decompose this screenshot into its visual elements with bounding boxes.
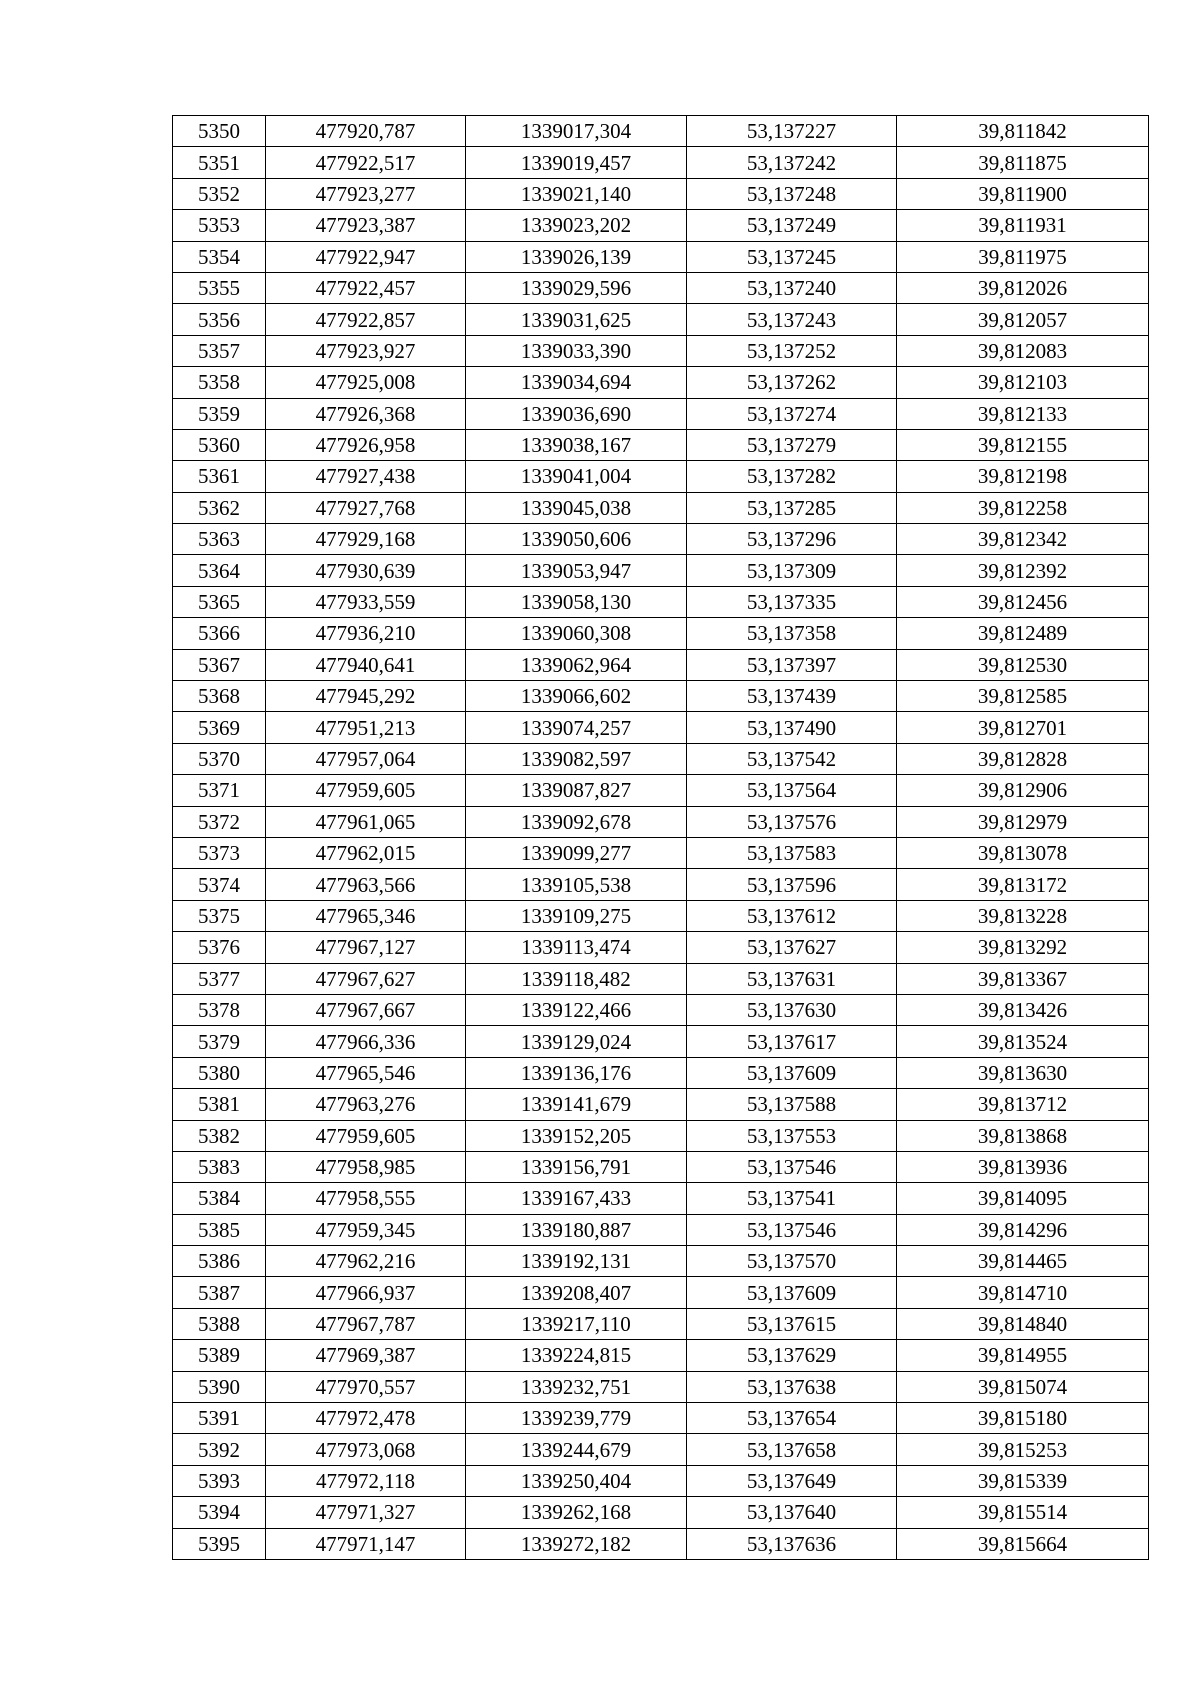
x-coordinate-cell: 477971,147 — [266, 1528, 466, 1559]
y-coordinate-cell: 1339066,602 — [466, 681, 687, 712]
x-coordinate-cell: 477967,787 — [266, 1308, 466, 1339]
x-coordinate-cell: 477940,641 — [266, 649, 466, 680]
x-coordinate-cell: 477961,065 — [266, 806, 466, 837]
y-coordinate-cell: 1339167,433 — [466, 1183, 687, 1214]
table-row — [173, 524, 1149, 555]
x-coordinate-cell: 477972,118 — [266, 1465, 466, 1496]
longitude-cell: 39,812258 — [897, 492, 1149, 523]
longitude-cell: 39,812103 — [897, 367, 1149, 398]
table-row — [173, 586, 1149, 617]
y-coordinate-cell: 1339118,482 — [466, 963, 687, 994]
point-number-cell: 5395 — [173, 1528, 266, 1559]
point-number-cell: 5375 — [173, 900, 266, 931]
y-coordinate-cell: 1339180,887 — [466, 1214, 687, 1245]
latitude-cell: 53,137612 — [687, 900, 897, 931]
x-coordinate-cell: 477933,559 — [266, 586, 466, 617]
latitude-cell: 53,137658 — [687, 1434, 897, 1465]
x-coordinate-cell: 477969,387 — [266, 1340, 466, 1371]
table-row — [173, 1434, 1149, 1465]
x-coordinate-cell: 477925,008 — [266, 367, 466, 398]
table-row — [173, 900, 1149, 931]
latitude-cell: 53,137252 — [687, 335, 897, 366]
table-row — [173, 367, 1149, 398]
point-number-cell: 5374 — [173, 869, 266, 900]
y-coordinate-cell: 1339250,404 — [466, 1465, 687, 1496]
longitude-cell: 39,813936 — [897, 1151, 1149, 1182]
longitude-cell: 39,812057 — [897, 304, 1149, 335]
latitude-cell: 53,137627 — [687, 932, 897, 963]
x-coordinate-cell: 477966,937 — [266, 1277, 466, 1308]
x-coordinate-cell: 477927,438 — [266, 461, 466, 492]
x-coordinate-cell: 477922,857 — [266, 304, 466, 335]
longitude-cell: 39,815514 — [897, 1497, 1149, 1528]
x-coordinate-cell: 477930,639 — [266, 555, 466, 586]
point-number-cell: 5387 — [173, 1277, 266, 1308]
point-number-cell: 5356 — [173, 304, 266, 335]
longitude-cell: 39,813524 — [897, 1026, 1149, 1057]
table-row — [173, 1340, 1149, 1371]
x-coordinate-cell: 477965,346 — [266, 900, 466, 931]
x-coordinate-cell: 477922,947 — [266, 241, 466, 272]
x-coordinate-cell: 477959,605 — [266, 1120, 466, 1151]
y-coordinate-cell: 1339058,130 — [466, 586, 687, 617]
x-coordinate-cell: 477951,213 — [266, 712, 466, 743]
point-number-cell: 5380 — [173, 1057, 266, 1088]
y-coordinate-cell: 1339156,791 — [466, 1151, 687, 1182]
y-coordinate-cell: 1339141,679 — [466, 1089, 687, 1120]
latitude-cell: 53,137615 — [687, 1308, 897, 1339]
x-coordinate-cell: 477923,927 — [266, 335, 466, 366]
y-coordinate-cell: 1339122,466 — [466, 994, 687, 1025]
longitude-cell: 39,811931 — [897, 210, 1149, 241]
point-number-cell: 5350 — [173, 116, 266, 147]
x-coordinate-cell: 477929,168 — [266, 524, 466, 555]
coordinates-table-body — [173, 116, 1149, 1560]
latitude-cell: 53,137262 — [687, 367, 897, 398]
x-coordinate-cell: 477957,064 — [266, 743, 466, 774]
point-number-cell: 5391 — [173, 1403, 266, 1434]
x-coordinate-cell: 477959,345 — [266, 1214, 466, 1245]
longitude-cell: 39,812530 — [897, 649, 1149, 680]
point-number-cell: 5366 — [173, 618, 266, 649]
point-number-cell: 5364 — [173, 555, 266, 586]
table-row — [173, 681, 1149, 712]
longitude-cell: 39,812585 — [897, 681, 1149, 712]
table-row — [173, 1151, 1149, 1182]
x-coordinate-cell: 477963,276 — [266, 1089, 466, 1120]
longitude-cell: 39,812979 — [897, 806, 1149, 837]
y-coordinate-cell: 1339152,205 — [466, 1120, 687, 1151]
y-coordinate-cell: 1339109,275 — [466, 900, 687, 931]
table-row — [173, 837, 1149, 868]
point-number-cell: 5377 — [173, 963, 266, 994]
x-coordinate-cell: 477920,787 — [266, 116, 466, 147]
longitude-cell: 39,813712 — [897, 1089, 1149, 1120]
table-row — [173, 806, 1149, 837]
longitude-cell: 39,813367 — [897, 963, 1149, 994]
x-coordinate-cell: 477945,292 — [266, 681, 466, 712]
point-number-cell: 5371 — [173, 775, 266, 806]
y-coordinate-cell: 1339092,678 — [466, 806, 687, 837]
y-coordinate-cell: 1339023,202 — [466, 210, 687, 241]
latitude-cell: 53,137640 — [687, 1497, 897, 1528]
table-row — [173, 649, 1149, 680]
longitude-cell: 39,812026 — [897, 272, 1149, 303]
table-row — [173, 304, 1149, 335]
longitude-cell: 39,813868 — [897, 1120, 1149, 1151]
y-coordinate-cell: 1339053,947 — [466, 555, 687, 586]
x-coordinate-cell: 477958,985 — [266, 1151, 466, 1182]
point-number-cell: 5383 — [173, 1151, 266, 1182]
y-coordinate-cell: 1339099,277 — [466, 837, 687, 868]
y-coordinate-cell: 1339026,139 — [466, 241, 687, 272]
latitude-cell: 53,137541 — [687, 1183, 897, 1214]
longitude-cell: 39,813228 — [897, 900, 1149, 931]
point-number-cell: 5359 — [173, 398, 266, 429]
y-coordinate-cell: 1339232,751 — [466, 1371, 687, 1402]
x-coordinate-cell: 477936,210 — [266, 618, 466, 649]
point-number-cell: 5389 — [173, 1340, 266, 1371]
table-row — [173, 461, 1149, 492]
point-number-cell: 5382 — [173, 1120, 266, 1151]
longitude-cell: 39,811842 — [897, 116, 1149, 147]
x-coordinate-cell: 477967,667 — [266, 994, 466, 1025]
longitude-cell: 39,812456 — [897, 586, 1149, 617]
latitude-cell: 53,137631 — [687, 963, 897, 994]
latitude-cell: 53,137546 — [687, 1151, 897, 1182]
latitude-cell: 53,137248 — [687, 178, 897, 209]
latitude-cell: 53,137596 — [687, 869, 897, 900]
point-number-cell: 5379 — [173, 1026, 266, 1057]
latitude-cell: 53,137242 — [687, 147, 897, 178]
table-row — [173, 1183, 1149, 1214]
latitude-cell: 53,137285 — [687, 492, 897, 523]
y-coordinate-cell: 1339045,038 — [466, 492, 687, 523]
longitude-cell: 39,813630 — [897, 1057, 1149, 1088]
x-coordinate-cell: 477926,368 — [266, 398, 466, 429]
point-number-cell: 5365 — [173, 586, 266, 617]
table-row — [173, 1528, 1149, 1559]
table-row — [173, 1057, 1149, 1088]
point-number-cell: 5381 — [173, 1089, 266, 1120]
point-number-cell: 5376 — [173, 932, 266, 963]
x-coordinate-cell: 477923,387 — [266, 210, 466, 241]
x-coordinate-cell: 477962,216 — [266, 1246, 466, 1277]
latitude-cell: 53,137309 — [687, 555, 897, 586]
point-number-cell: 5367 — [173, 649, 266, 680]
table-row — [173, 1120, 1149, 1151]
point-number-cell: 5378 — [173, 994, 266, 1025]
latitude-cell: 53,137588 — [687, 1089, 897, 1120]
longitude-cell: 39,812133 — [897, 398, 1149, 429]
x-coordinate-cell: 477970,557 — [266, 1371, 466, 1402]
point-number-cell: 5358 — [173, 367, 266, 398]
latitude-cell: 53,137546 — [687, 1214, 897, 1245]
longitude-cell: 39,815180 — [897, 1403, 1149, 1434]
y-coordinate-cell: 1339224,815 — [466, 1340, 687, 1371]
x-coordinate-cell: 477927,768 — [266, 492, 466, 523]
latitude-cell: 53,137358 — [687, 618, 897, 649]
latitude-cell: 53,137630 — [687, 994, 897, 1025]
y-coordinate-cell: 1339033,390 — [466, 335, 687, 366]
point-number-cell: 5388 — [173, 1308, 266, 1339]
longitude-cell: 39,813426 — [897, 994, 1149, 1025]
latitude-cell: 53,137274 — [687, 398, 897, 429]
x-coordinate-cell: 477973,068 — [266, 1434, 466, 1465]
point-number-cell: 5373 — [173, 837, 266, 868]
longitude-cell: 39,815253 — [897, 1434, 1149, 1465]
y-coordinate-cell: 1339262,168 — [466, 1497, 687, 1528]
point-number-cell: 5355 — [173, 272, 266, 303]
longitude-cell: 39,811975 — [897, 241, 1149, 272]
table-row — [173, 116, 1149, 147]
table-row — [173, 241, 1149, 272]
longitude-cell: 39,814095 — [897, 1183, 1149, 1214]
latitude-cell: 53,137439 — [687, 681, 897, 712]
y-coordinate-cell: 1339217,110 — [466, 1308, 687, 1339]
y-coordinate-cell: 1339060,308 — [466, 618, 687, 649]
latitude-cell: 53,137617 — [687, 1026, 897, 1057]
x-coordinate-cell: 477972,478 — [266, 1403, 466, 1434]
point-number-cell: 5384 — [173, 1183, 266, 1214]
x-coordinate-cell: 477926,958 — [266, 429, 466, 460]
latitude-cell: 53,137490 — [687, 712, 897, 743]
point-number-cell: 5392 — [173, 1434, 266, 1465]
x-coordinate-cell: 477958,555 — [266, 1183, 466, 1214]
latitude-cell: 53,137249 — [687, 210, 897, 241]
table-row — [173, 555, 1149, 586]
latitude-cell: 53,137243 — [687, 304, 897, 335]
longitude-cell: 39,814710 — [897, 1277, 1149, 1308]
x-coordinate-cell: 477963,566 — [266, 869, 466, 900]
longitude-cell: 39,814296 — [897, 1214, 1149, 1245]
latitude-cell: 53,137609 — [687, 1277, 897, 1308]
y-coordinate-cell: 1339062,964 — [466, 649, 687, 680]
point-number-cell: 5363 — [173, 524, 266, 555]
latitude-cell: 53,137542 — [687, 743, 897, 774]
table-row — [173, 1371, 1149, 1402]
x-coordinate-cell: 477966,336 — [266, 1026, 466, 1057]
table-row — [173, 932, 1149, 963]
x-coordinate-cell: 477923,277 — [266, 178, 466, 209]
y-coordinate-cell: 1339050,606 — [466, 524, 687, 555]
y-coordinate-cell: 1339034,694 — [466, 367, 687, 398]
x-coordinate-cell: 477959,605 — [266, 775, 466, 806]
latitude-cell: 53,137570 — [687, 1246, 897, 1277]
y-coordinate-cell: 1339074,257 — [466, 712, 687, 743]
x-coordinate-cell: 477962,015 — [266, 837, 466, 868]
x-coordinate-cell: 477967,127 — [266, 932, 466, 963]
latitude-cell: 53,137609 — [687, 1057, 897, 1088]
point-number-cell: 5360 — [173, 429, 266, 460]
y-coordinate-cell: 1339192,131 — [466, 1246, 687, 1277]
point-number-cell: 5393 — [173, 1465, 266, 1496]
latitude-cell: 53,137629 — [687, 1340, 897, 1371]
longitude-cell: 39,813078 — [897, 837, 1149, 868]
y-coordinate-cell: 1339087,827 — [466, 775, 687, 806]
y-coordinate-cell: 1339029,596 — [466, 272, 687, 303]
point-number-cell: 5372 — [173, 806, 266, 837]
table-row — [173, 1246, 1149, 1277]
y-coordinate-cell: 1339038,167 — [466, 429, 687, 460]
table-row — [173, 963, 1149, 994]
point-number-cell: 5354 — [173, 241, 266, 272]
coordinates-table — [172, 115, 1149, 1560]
latitude-cell: 53,137564 — [687, 775, 897, 806]
table-row — [173, 398, 1149, 429]
y-coordinate-cell: 1339017,304 — [466, 116, 687, 147]
point-number-cell: 5357 — [173, 335, 266, 366]
point-number-cell: 5394 — [173, 1497, 266, 1528]
y-coordinate-cell: 1339082,597 — [466, 743, 687, 774]
table-row — [173, 1308, 1149, 1339]
y-coordinate-cell: 1339036,690 — [466, 398, 687, 429]
longitude-cell: 39,811900 — [897, 178, 1149, 209]
y-coordinate-cell: 1339041,004 — [466, 461, 687, 492]
x-coordinate-cell: 477965,546 — [266, 1057, 466, 1088]
x-coordinate-cell: 477967,627 — [266, 963, 466, 994]
latitude-cell: 53,137245 — [687, 241, 897, 272]
table-row — [173, 869, 1149, 900]
y-coordinate-cell: 1339239,779 — [466, 1403, 687, 1434]
table-row — [173, 618, 1149, 649]
latitude-cell: 53,137240 — [687, 272, 897, 303]
latitude-cell: 53,137282 — [687, 461, 897, 492]
table-row — [173, 335, 1149, 366]
longitude-cell: 39,812155 — [897, 429, 1149, 460]
table-row — [173, 743, 1149, 774]
longitude-cell: 39,812701 — [897, 712, 1149, 743]
y-coordinate-cell: 1339019,457 — [466, 147, 687, 178]
longitude-cell: 39,812906 — [897, 775, 1149, 806]
longitude-cell: 39,814465 — [897, 1246, 1149, 1277]
longitude-cell: 39,814955 — [897, 1340, 1149, 1371]
latitude-cell: 53,137636 — [687, 1528, 897, 1559]
y-coordinate-cell: 1339244,679 — [466, 1434, 687, 1465]
longitude-cell: 39,812083 — [897, 335, 1149, 366]
latitude-cell: 53,137553 — [687, 1120, 897, 1151]
table-row — [173, 994, 1149, 1025]
longitude-cell: 39,815664 — [897, 1528, 1149, 1559]
longitude-cell: 39,813292 — [897, 932, 1149, 963]
point-number-cell: 5352 — [173, 178, 266, 209]
latitude-cell: 53,137279 — [687, 429, 897, 460]
y-coordinate-cell: 1339208,407 — [466, 1277, 687, 1308]
table-row — [173, 1403, 1149, 1434]
longitude-cell: 39,815074 — [897, 1371, 1149, 1402]
y-coordinate-cell: 1339272,182 — [466, 1528, 687, 1559]
y-coordinate-cell: 1339136,176 — [466, 1057, 687, 1088]
x-coordinate-cell: 477971,327 — [266, 1497, 466, 1528]
longitude-cell: 39,812342 — [897, 524, 1149, 555]
table-row — [173, 712, 1149, 743]
longitude-cell: 39,812828 — [897, 743, 1149, 774]
latitude-cell: 53,137583 — [687, 837, 897, 868]
x-coordinate-cell: 477922,457 — [266, 272, 466, 303]
table-row — [173, 1465, 1149, 1496]
table-row — [173, 1214, 1149, 1245]
y-coordinate-cell: 1339105,538 — [466, 869, 687, 900]
latitude-cell: 53,137649 — [687, 1465, 897, 1496]
table-row — [173, 775, 1149, 806]
table-row — [173, 492, 1149, 523]
y-coordinate-cell: 1339113,474 — [466, 932, 687, 963]
longitude-cell: 39,811875 — [897, 147, 1149, 178]
point-number-cell: 5353 — [173, 210, 266, 241]
table-row — [173, 147, 1149, 178]
latitude-cell: 53,137296 — [687, 524, 897, 555]
table-row — [173, 1089, 1149, 1120]
table-row — [173, 429, 1149, 460]
x-coordinate-cell: 477922,517 — [266, 147, 466, 178]
latitude-cell: 53,137654 — [687, 1403, 897, 1434]
latitude-cell: 53,137397 — [687, 649, 897, 680]
latitude-cell: 53,137227 — [687, 116, 897, 147]
longitude-cell: 39,814840 — [897, 1308, 1149, 1339]
longitude-cell: 39,812489 — [897, 618, 1149, 649]
point-number-cell: 5385 — [173, 1214, 266, 1245]
table-row — [173, 210, 1149, 241]
latitude-cell: 53,137335 — [687, 586, 897, 617]
latitude-cell: 53,137638 — [687, 1371, 897, 1402]
longitude-cell: 39,812392 — [897, 555, 1149, 586]
table-row — [173, 272, 1149, 303]
y-coordinate-cell: 1339021,140 — [466, 178, 687, 209]
point-number-cell: 5362 — [173, 492, 266, 523]
point-number-cell: 5368 — [173, 681, 266, 712]
point-number-cell: 5361 — [173, 461, 266, 492]
longitude-cell: 39,812198 — [897, 461, 1149, 492]
y-coordinate-cell: 1339129,024 — [466, 1026, 687, 1057]
table-row — [173, 1277, 1149, 1308]
longitude-cell: 39,815339 — [897, 1465, 1149, 1496]
point-number-cell: 5370 — [173, 743, 266, 774]
point-number-cell: 5390 — [173, 1371, 266, 1402]
point-number-cell: 5386 — [173, 1246, 266, 1277]
table-row — [173, 1026, 1149, 1057]
y-coordinate-cell: 1339031,625 — [466, 304, 687, 335]
latitude-cell: 53,137576 — [687, 806, 897, 837]
point-number-cell: 5351 — [173, 147, 266, 178]
longitude-cell: 39,813172 — [897, 869, 1149, 900]
table-row — [173, 178, 1149, 209]
table-row — [173, 1497, 1149, 1528]
point-number-cell: 5369 — [173, 712, 266, 743]
